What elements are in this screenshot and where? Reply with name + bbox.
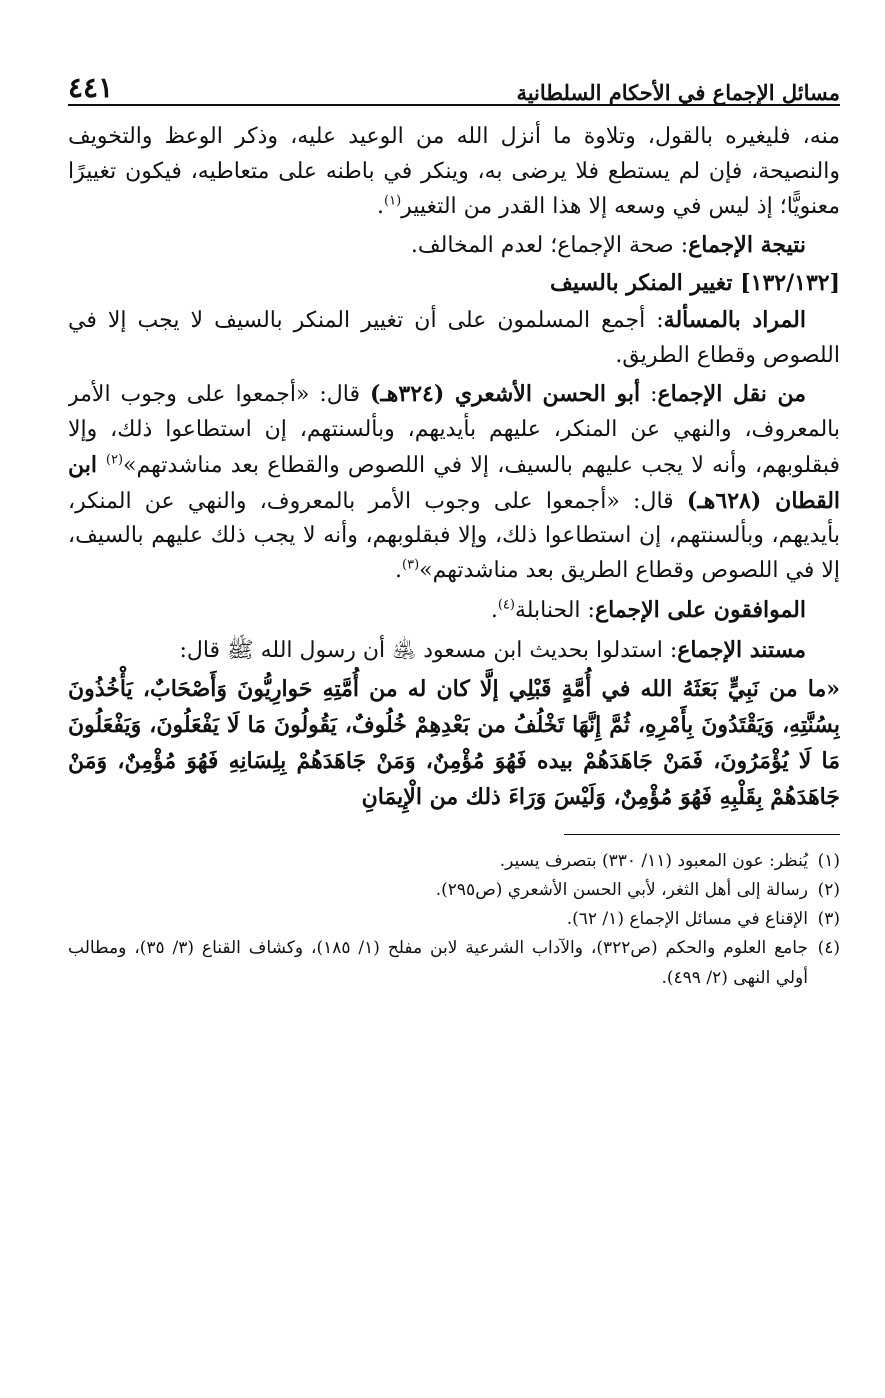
transmission-colon: : xyxy=(640,382,658,408)
paragraph-text: منه، فليغيره بالقول، وتلاوة ما أنزل الله من الوعيد عليه، وذكر الوعظ والتخويف والنصيحة، فإن لم يستطع فلا يرضى به، وينكر في باطنه على متعاطيه، فيكون تغييرًا معنويًّا؛ إذ ليس في وسعه إلا هذا القدر من التغيير xyxy=(68,124,840,219)
agreeing-label: الموافقون على الإجماع xyxy=(594,596,806,623)
meaning-text: : أجمع المسلمون على أن تغيير المنكر بالسيف لا يجب إلا في اللصوص وقطاع الطريق. xyxy=(68,307,840,368)
footnote-item xyxy=(68,934,840,992)
page-number: ٤٤١ xyxy=(68,71,114,105)
footnotes xyxy=(68,847,840,993)
section-number: [١٣٢/١٣٢] xyxy=(740,270,840,296)
section-heading xyxy=(68,266,840,301)
book-page xyxy=(68,56,840,1356)
quote-text: قال: «أجمعوا على وجوب الأمر بالمعروف، والنهي عن المنكر، بأيديهم، وبألسنتهم، إن استطاعوا ذلك، وإلا فبقلوبهم، وأنه لا يجب ذلك عليهم بالسيف، إلا في اللصوص وقطاع الطريق بعد مناشدتهم» xyxy=(68,488,840,583)
footnote-ref: (٤) xyxy=(497,597,515,613)
footnote-ref: (٢) xyxy=(105,452,124,468)
basis-paragraph xyxy=(68,633,840,669)
continuation-paragraph xyxy=(68,120,840,224)
footnote-number: (٢) xyxy=(817,879,840,900)
result-label: نتيجة الإجماع xyxy=(688,232,806,259)
footnote-text: يُنظر: عون المعبود (١١/ ٣٣٠) بتصرف يسير. xyxy=(499,850,808,871)
footnote-text: رسالة إلى أهل الثغر، لأبي الحسن الأشعري (ص٢٩٥). xyxy=(435,879,808,900)
footnote-item xyxy=(68,847,840,876)
paragraph-end: . xyxy=(490,597,498,623)
quote-text: قال: «أجمعوا على وجوب الأمر بالمعروف، والنهي عن المنكر، عليهم بأيديهم، وبألسنتهم، إن استطاعوا ذلك، وإلا فبقلوبهم، وأنه لا يجب عليهم بالسيف، إلا في اللصوص والقطاع بعد مناشدتهم» xyxy=(68,382,840,478)
transmission-paragraph xyxy=(68,377,840,589)
main-text xyxy=(68,120,840,816)
result-paragraph xyxy=(68,228,840,264)
footnote-divider xyxy=(564,834,840,835)
footnote-ref: (١) xyxy=(384,193,402,209)
running-header xyxy=(68,56,840,106)
agreeing-paragraph xyxy=(68,593,840,629)
meaning-label: المراد بالمسألة xyxy=(663,306,806,333)
paragraph-end: . xyxy=(377,193,385,219)
scholar-name: أبو الحسن الأشعري (٣٢٤هـ) xyxy=(369,381,641,408)
footnote-number: (٤) xyxy=(817,938,840,959)
footnote-text: جامع العلوم والحكم (ص٣٢٢)، والآداب الشرعية لابن مفلح (١/ ١٨٥)، وكشاف القناع (٣/ ٣٥)، ومطالب أولي النهى (٢/ ٤٩٩). xyxy=(68,938,808,988)
basis-label: مستند الإجماع xyxy=(677,636,806,663)
result-text: : صحة الإجماع؛ لعدم المخالف. xyxy=(410,233,689,259)
footnote-ref: (٣) xyxy=(402,557,420,573)
footnote-text: الإقناع في مسائل الإجماع (١/ ٦٢). xyxy=(566,909,808,930)
hadith-text: «ما من نَبِيٍّ بَعَثَهُ الله في أُمَّةٍ قَبْلِي إلَّا كان له من أُمَّتِهِ حَوارِيُّونَ وَأَصْحَابٌ، يَأْخُذُونَ بِسُنَّتِهِ، وَيَقْتَدُونَ بِأَمْرِهِ، ثُمَّ إِنَّهَا تَخْلُفُ من بَعْدِهِمْ خُلُوفٌ، يَقُولُونَ مَا لَا يَفْعَلُونَ، وَيَفْعَلُونَ مَا لَا يُؤْمَرُونَ، فَمَنْ جَاهَدَهُمْ بيده فَهُوَ مُؤْمِنٌ، وَمَنْ جَاهَدَهُمْ بِلِسَانِهِ فَهُوَ مُؤْمِنٌ، وَمَنْ جَاهَدَهُمْ بِقَلْبِهِ فَهُوَ مُؤْمِنٌ، وَلَيْسَ وَرَاءَ ذلك من الْإِيمَانِ xyxy=(68,676,840,810)
running-title: مسائل الإجماع في الأحكام السلطانية xyxy=(516,79,840,105)
section-title: تغيير المنكر بالسيف xyxy=(550,270,733,296)
footnote-item xyxy=(68,876,840,905)
agreeing-text: : الحنابلة xyxy=(514,597,595,623)
paragraph-end: . xyxy=(395,558,402,583)
scholar-name: ابن القطان (٦٢٨هـ) xyxy=(68,451,840,514)
footnote-number: (٣) xyxy=(817,909,840,930)
footnote-number: (١) xyxy=(817,850,840,871)
footnote-item xyxy=(68,905,840,934)
transmission-label: من نقل الإجماع xyxy=(657,381,806,408)
meaning-paragraph xyxy=(68,303,840,374)
basis-text: : استدلوا بحديث ابن مسعود ﵁ أن رسول الله ﷺ قال: xyxy=(179,637,678,663)
